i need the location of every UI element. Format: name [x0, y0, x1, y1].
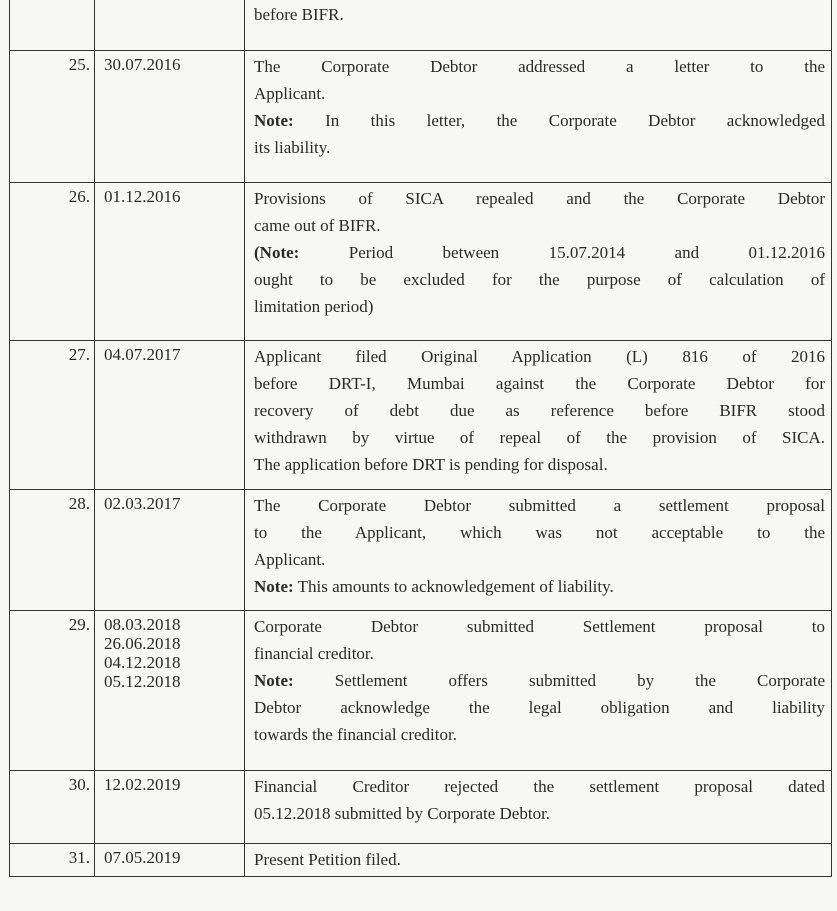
event-line: financial creditor. — [254, 644, 374, 663]
row-event — [245, 611, 832, 771]
event-line: recovery of debt due as reference before BIFR stood — [254, 401, 825, 420]
table-row — [10, 183, 832, 341]
event-line: Present Petition filed. — [254, 850, 401, 869]
row-event — [245, 51, 832, 183]
date-value: 01.12.2016 — [104, 187, 181, 206]
row-number: 25. — [10, 51, 95, 183]
event-line: towards the financial creditor. — [254, 725, 457, 744]
chronology-body — [10, 0, 832, 877]
event-line: Note: In this letter, the Corporate Debtor acknowledged — [254, 111, 825, 130]
row-number: 28. — [10, 490, 95, 611]
row-number — [10, 0, 95, 51]
table-row — [10, 490, 832, 611]
event-line: (Note: Period between 15.07.2014 and 01.12.2016 — [254, 243, 825, 262]
row-number: 31. — [10, 844, 95, 877]
row-event — [245, 490, 832, 611]
row-event — [245, 183, 832, 341]
event-line: 05.12.2018 submitted by Corporate Debtor. — [254, 804, 551, 823]
date-value: 04.12.2018 — [104, 653, 181, 672]
event-line: before BIFR. — [254, 5, 344, 24]
row-number: 27. — [10, 341, 95, 490]
table-row — [10, 844, 832, 877]
table-row — [10, 0, 832, 51]
event-line: its liability. — [254, 138, 331, 157]
row-date — [95, 341, 245, 490]
event-line: Applicant. — [254, 84, 326, 103]
row-event — [245, 0, 832, 51]
event-line: Provisions of SICA repealed and the Corporate Debtor — [254, 189, 825, 208]
date-value: 04.07.2017 — [104, 345, 181, 364]
date-value: 30.07.2016 — [104, 55, 181, 74]
row-date — [95, 0, 245, 51]
event-line: withdrawn by virtue of repeal of the provision of SICA. — [254, 428, 825, 447]
row-number: 26. — [10, 183, 95, 341]
event-line: The Corporate Debtor submitted a settlement proposal — [254, 496, 825, 515]
event-line: Note: This amounts to acknowledgement of liability. — [254, 577, 614, 596]
note-label: Note: — [254, 111, 294, 130]
date-value: 08.03.2018 — [104, 615, 181, 634]
table-row — [10, 611, 832, 771]
event-line: Note: Settlement offers submitted by the Corporate — [254, 671, 825, 690]
event-line: came out of BIFR. — [254, 216, 381, 235]
date-value: 26.06.2018 — [104, 634, 181, 653]
note-label: Note: — [254, 671, 294, 690]
row-number: 30. — [10, 771, 95, 844]
row-event — [245, 341, 832, 490]
event-line: The application before DRT is pending for disposal. — [254, 455, 608, 474]
date-value: 12.02.2019 — [104, 775, 181, 794]
row-date — [95, 611, 245, 771]
note-label: (Note: — [254, 243, 300, 262]
date-value: 05.12.2018 — [104, 672, 181, 691]
table-row — [10, 341, 832, 490]
row-number: 29. — [10, 611, 95, 771]
row-event — [245, 844, 832, 877]
row-date — [95, 183, 245, 341]
note-label: Note: — [254, 577, 294, 596]
event-line: ought to be excluded for the purpose of calculation of — [254, 270, 825, 289]
event-line: to the Applicant, which was not acceptable to the — [254, 523, 825, 542]
row-date — [95, 844, 245, 877]
table-row — [10, 771, 832, 844]
date-value: 07.05.2019 — [104, 848, 181, 867]
row-date — [95, 51, 245, 183]
event-line: Applicant filed Original Application (L) 816 of 2016 — [254, 347, 825, 366]
event-line: Applicant. — [254, 550, 326, 569]
table-row — [10, 51, 832, 183]
event-line: limitation period) — [254, 297, 374, 316]
event-line: before DRT-I, Mumbai against the Corporate Debtor for — [254, 374, 825, 393]
row-date — [95, 771, 245, 844]
event-line: Corporate Debtor submitted Settlement proposal to — [254, 617, 825, 636]
event-line: The Corporate Debtor addressed a letter to the — [254, 57, 825, 76]
chronology-table — [9, 0, 832, 877]
row-date — [95, 490, 245, 611]
date-value: 02.03.2017 — [104, 494, 181, 513]
row-event — [245, 771, 832, 844]
event-line: Financial Creditor rejected the settlement proposal dated — [254, 777, 825, 796]
event-line: Debtor acknowledge the legal obligation and liability — [254, 698, 825, 717]
